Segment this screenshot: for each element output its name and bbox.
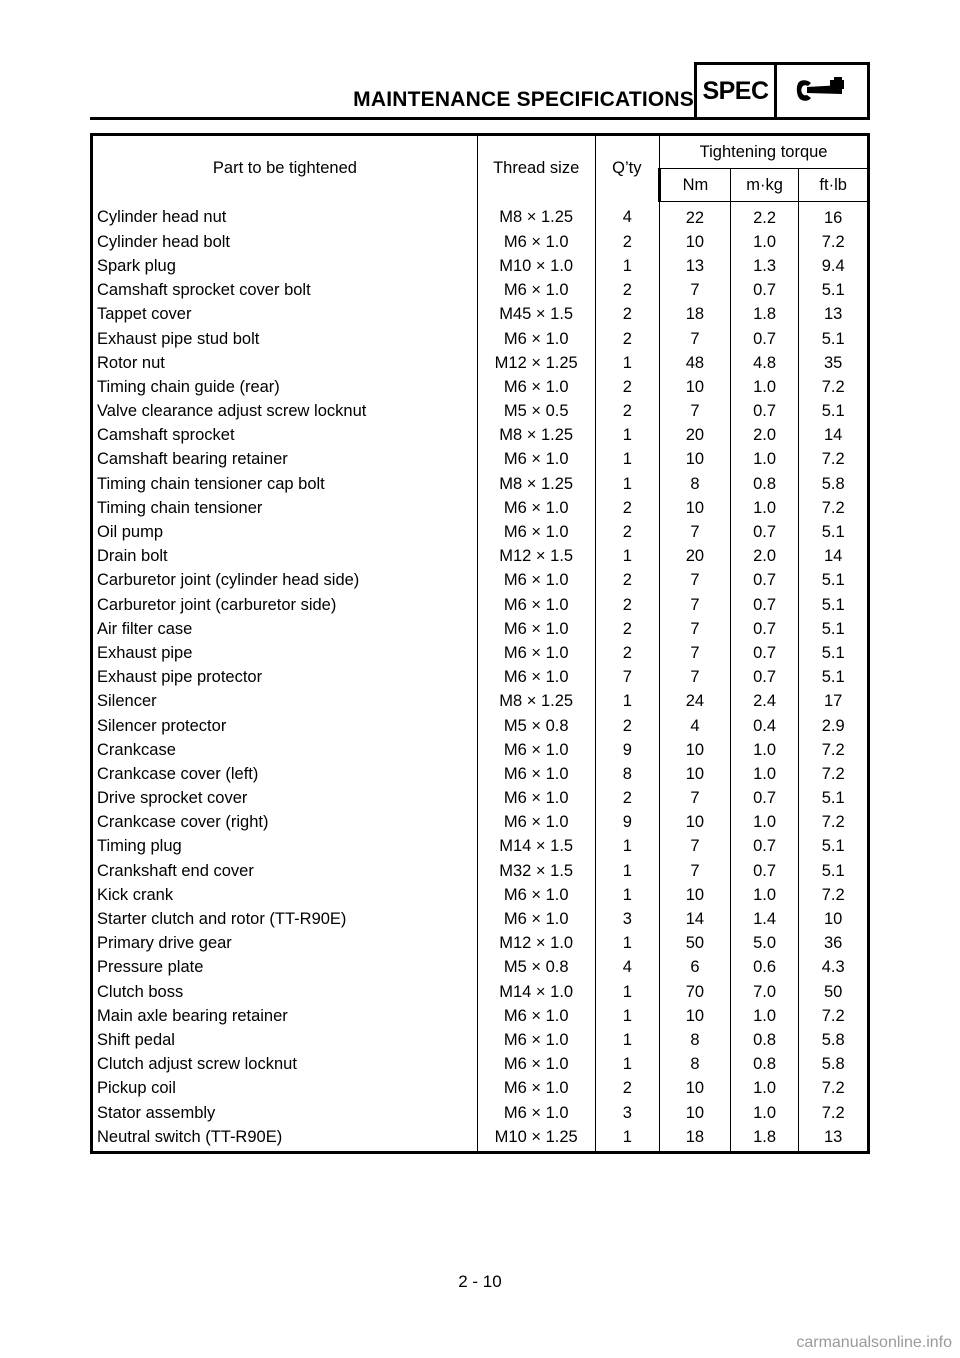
cell-thread: M8 × 1.25: [477, 472, 595, 496]
cell-qty: 2: [595, 230, 660, 254]
cell-mkg: 0.7: [730, 327, 799, 351]
cell-ftlb: 16: [799, 202, 869, 231]
cell-qty: 1: [595, 835, 660, 859]
cell-part: Tappet cover: [92, 303, 478, 327]
cell-qty: 2: [595, 641, 660, 665]
cell-mkg: 5.0: [730, 932, 799, 956]
cell-ftlb: 2.9: [799, 714, 869, 738]
table-row: [92, 424, 869, 448]
table-row: [92, 1028, 869, 1052]
cell-qty: 1: [595, 351, 660, 375]
table-row: [92, 956, 869, 980]
cell-mkg: 0.7: [730, 666, 799, 690]
cell-ftlb: 7.2: [799, 375, 869, 399]
cell-part: Carburetor joint (carburetor side): [92, 593, 478, 617]
cell-nm: 10: [660, 762, 731, 786]
spec-icon-cell: [777, 65, 867, 117]
cell-qty: 3: [595, 907, 660, 931]
cell-qty: 1: [595, 883, 660, 907]
torque-spec-table: [90, 133, 870, 1154]
cell-nm: 70: [660, 980, 731, 1004]
cell-nm: 10: [660, 811, 731, 835]
cell-mkg: 0.8: [730, 1028, 799, 1052]
cell-part: Crankshaft end cover: [92, 859, 478, 883]
cell-mkg: 1.0: [730, 762, 799, 786]
table-row: [92, 545, 869, 569]
cell-nm: 10: [660, 496, 731, 520]
cell-nm: 10: [660, 230, 731, 254]
cell-mkg: 1.0: [730, 738, 799, 762]
cell-ftlb: 5.1: [799, 327, 869, 351]
cell-mkg: 1.0: [730, 1077, 799, 1101]
table-row: [92, 1053, 869, 1077]
cell-nm: 7: [660, 787, 731, 811]
cell-ftlb: 5.8: [799, 1053, 869, 1077]
cell-mkg: 2.0: [730, 424, 799, 448]
cell-thread: M6 × 1.0: [477, 1101, 595, 1125]
table-row: [92, 835, 869, 859]
cell-thread: M6 × 1.0: [477, 883, 595, 907]
cell-ftlb: 14: [799, 545, 869, 569]
cell-qty: 1: [595, 980, 660, 1004]
cell-qty: 1: [595, 690, 660, 714]
cell-qty: 2: [595, 1077, 660, 1101]
table-row: [92, 762, 869, 786]
cell-part: Cylinder head nut: [92, 202, 478, 231]
table-row: [92, 230, 869, 254]
cell-qty: 4: [595, 956, 660, 980]
cell-qty: 1: [595, 424, 660, 448]
cell-mkg: 0.7: [730, 569, 799, 593]
cell-thread: M10 × 1.25: [477, 1125, 595, 1153]
table-row: [92, 859, 869, 883]
cell-thread: M14 × 1.0: [477, 980, 595, 1004]
cell-mkg: 0.7: [730, 617, 799, 641]
cell-part: Camshaft sprocket: [92, 424, 478, 448]
table-row: [92, 327, 869, 351]
cell-nm: 7: [660, 593, 731, 617]
cell-mkg: 0.8: [730, 472, 799, 496]
cell-thread: M6 × 1.0: [477, 1053, 595, 1077]
cell-nm: 7: [660, 520, 731, 544]
table-row: [92, 787, 869, 811]
cell-thread: M5 × 0.8: [477, 714, 595, 738]
cell-part: Air filter case: [92, 617, 478, 641]
cell-nm: 14: [660, 907, 731, 931]
table-row: [92, 254, 869, 278]
cell-qty: 2: [595, 787, 660, 811]
cell-mkg: 1.4: [730, 907, 799, 931]
cell-mkg: 0.7: [730, 593, 799, 617]
cell-part: Silencer protector: [92, 714, 478, 738]
table-row: [92, 375, 869, 399]
table-row: [92, 1101, 869, 1125]
cell-thread: M6 × 1.0: [477, 762, 595, 786]
cell-part: Cylinder head bolt: [92, 230, 478, 254]
cell-part: Carburetor joint (cylinder head side): [92, 569, 478, 593]
cell-thread: M8 × 1.25: [477, 690, 595, 714]
cell-qty: 1: [595, 254, 660, 278]
table-row: [92, 279, 869, 303]
table-row: [92, 448, 869, 472]
cell-part: Timing chain guide (rear): [92, 375, 478, 399]
cell-thread: M6 × 1.0: [477, 230, 595, 254]
table-row: [92, 202, 869, 231]
table-row: [92, 907, 869, 931]
cell-ftlb: 5.1: [799, 569, 869, 593]
cell-qty: 7: [595, 666, 660, 690]
cell-part: Shift pedal: [92, 1028, 478, 1052]
cell-nm: 7: [660, 641, 731, 665]
cell-thread: M5 × 0.8: [477, 956, 595, 980]
table-row: [92, 1004, 869, 1028]
cell-thread: M6 × 1.0: [477, 327, 595, 351]
table-row: [92, 496, 869, 520]
cell-thread: M8 × 1.25: [477, 424, 595, 448]
cell-qty: 1: [595, 448, 660, 472]
col-header-part: Part to be tightened: [92, 135, 478, 202]
cell-thread: M6 × 1.0: [477, 811, 595, 835]
cell-mkg: 0.6: [730, 956, 799, 980]
cell-ftlb: 7.2: [799, 811, 869, 835]
cell-nm: 8: [660, 1053, 731, 1077]
wrench-icon: [790, 75, 854, 107]
cell-ftlb: 13: [799, 1125, 869, 1153]
cell-mkg: 1.0: [730, 1004, 799, 1028]
col-header-ftlb: ft·lb: [799, 169, 869, 202]
cell-thread: M12 × 1.0: [477, 932, 595, 956]
cell-mkg: 0.8: [730, 1053, 799, 1077]
cell-qty: 2: [595, 593, 660, 617]
cell-ftlb: 7.2: [799, 883, 869, 907]
cell-nm: 8: [660, 1028, 731, 1052]
cell-mkg: 1.0: [730, 811, 799, 835]
cell-qty: 8: [595, 762, 660, 786]
table-row: [92, 400, 869, 424]
cell-nm: 10: [660, 448, 731, 472]
cell-thread: M5 × 0.5: [477, 400, 595, 424]
table-row: [92, 593, 869, 617]
cell-mkg: 0.7: [730, 787, 799, 811]
cell-nm: 24: [660, 690, 731, 714]
cell-ftlb: 5.1: [799, 666, 869, 690]
cell-nm: 7: [660, 835, 731, 859]
table-body: [92, 202, 869, 1153]
cell-qty: 2: [595, 303, 660, 327]
cell-part: Exhaust pipe: [92, 641, 478, 665]
cell-mkg: 2.4: [730, 690, 799, 714]
cell-nm: 6: [660, 956, 731, 980]
cell-qty: 1: [595, 1053, 660, 1077]
cell-nm: 10: [660, 1077, 731, 1101]
cell-ftlb: 7.2: [799, 230, 869, 254]
cell-mkg: 0.7: [730, 859, 799, 883]
cell-part: Stator assembly: [92, 1101, 478, 1125]
table-row: [92, 351, 869, 375]
cell-mkg: 4.8: [730, 351, 799, 375]
cell-qty: 1: [595, 545, 660, 569]
spec-badge: [694, 62, 870, 120]
cell-ftlb: 10: [799, 907, 869, 931]
cell-thread: M14 × 1.5: [477, 835, 595, 859]
cell-mkg: 0.7: [730, 520, 799, 544]
cell-part: Timing plug: [92, 835, 478, 859]
cell-thread: M6 × 1.0: [477, 666, 595, 690]
table-row: [92, 690, 869, 714]
cell-qty: 9: [595, 811, 660, 835]
cell-nm: 7: [660, 400, 731, 424]
cell-nm: 10: [660, 883, 731, 907]
cell-ftlb: 5.8: [799, 472, 869, 496]
cell-ftlb: 36: [799, 932, 869, 956]
cell-nm: 10: [660, 1101, 731, 1125]
cell-thread: M12 × 1.25: [477, 351, 595, 375]
cell-ftlb: 7.2: [799, 1004, 869, 1028]
cell-part: Drive sprocket cover: [92, 787, 478, 811]
table-row: [92, 738, 869, 762]
cell-part: Timing chain tensioner: [92, 496, 478, 520]
cell-nm: 50: [660, 932, 731, 956]
cell-ftlb: 35: [799, 351, 869, 375]
cell-part: Crankcase cover (right): [92, 811, 478, 835]
cell-thread: M6 × 1.0: [477, 787, 595, 811]
cell-part: Silencer: [92, 690, 478, 714]
cell-thread: M6 × 1.0: [477, 448, 595, 472]
cell-mkg: 7.0: [730, 980, 799, 1004]
cell-ftlb: 7.2: [799, 762, 869, 786]
cell-qty: 2: [595, 279, 660, 303]
cell-nm: 7: [660, 569, 731, 593]
table-row: [92, 883, 869, 907]
cell-thread: M6 × 1.0: [477, 1004, 595, 1028]
cell-ftlb: 5.1: [799, 520, 869, 544]
cell-mkg: 1.8: [730, 1125, 799, 1153]
cell-part: Valve clearance adjust screw locknut: [92, 400, 478, 424]
cell-mkg: 0.7: [730, 400, 799, 424]
cell-thread: M6 × 1.0: [477, 1077, 595, 1101]
cell-ftlb: 4.3: [799, 956, 869, 980]
cell-qty: 2: [595, 714, 660, 738]
cell-nm: 18: [660, 1125, 731, 1153]
cell-qty: 2: [595, 617, 660, 641]
table-row: [92, 520, 869, 544]
cell-mkg: 1.0: [730, 448, 799, 472]
table-row: [92, 617, 869, 641]
cell-part: Camshaft bearing retainer: [92, 448, 478, 472]
cell-thread: M6 × 1.0: [477, 520, 595, 544]
cell-ftlb: 5.1: [799, 593, 869, 617]
cell-nm: 13: [660, 254, 731, 278]
cell-thread: M6 × 1.0: [477, 593, 595, 617]
cell-part: Main axle bearing retainer: [92, 1004, 478, 1028]
cell-ftlb: 5.8: [799, 1028, 869, 1052]
col-header-nm: Nm: [660, 169, 731, 202]
page-header: [90, 62, 870, 122]
cell-nm: 20: [660, 545, 731, 569]
cell-nm: 7: [660, 279, 731, 303]
cell-part: Clutch boss: [92, 980, 478, 1004]
watermark: carmanualsonline.info: [796, 1334, 952, 1351]
cell-qty: 2: [595, 496, 660, 520]
cell-part: Exhaust pipe stud bolt: [92, 327, 478, 351]
cell-thread: M6 × 1.0: [477, 617, 595, 641]
cell-thread: M6 × 1.0: [477, 738, 595, 762]
cell-part: Timing chain tensioner cap bolt: [92, 472, 478, 496]
cell-mkg: 2.0: [730, 545, 799, 569]
cell-nm: 18: [660, 303, 731, 327]
col-header-qty: Q’ty: [595, 135, 660, 202]
table-row: [92, 472, 869, 496]
cell-qty: 1: [595, 1004, 660, 1028]
cell-ftlb: 5.1: [799, 400, 869, 424]
cell-part: Crankcase cover (left): [92, 762, 478, 786]
cell-mkg: 1.0: [730, 230, 799, 254]
cell-ftlb: 5.1: [799, 617, 869, 641]
cell-part: Rotor nut: [92, 351, 478, 375]
cell-mkg: 1.0: [730, 375, 799, 399]
cell-nm: 4: [660, 714, 731, 738]
table-row: [92, 569, 869, 593]
cell-thread: M6 × 1.0: [477, 375, 595, 399]
cell-thread: M10 × 1.0: [477, 254, 595, 278]
cell-thread: M6 × 1.0: [477, 279, 595, 303]
cell-part: Drain bolt: [92, 545, 478, 569]
cell-mkg: 0.7: [730, 835, 799, 859]
cell-part: Starter clutch and rotor (TT-R90E): [92, 907, 478, 931]
cell-qty: 2: [595, 520, 660, 544]
cell-part: Camshaft sprocket cover bolt: [92, 279, 478, 303]
cell-mkg: 0.7: [730, 279, 799, 303]
cell-ftlb: 17: [799, 690, 869, 714]
cell-ftlb: 7.2: [799, 738, 869, 762]
cell-qty: 1: [595, 1028, 660, 1052]
cell-nm: 10: [660, 738, 731, 762]
cell-part: Kick crank: [92, 883, 478, 907]
cell-qty: 1: [595, 859, 660, 883]
cell-nm: 7: [660, 666, 731, 690]
cell-qty: 2: [595, 375, 660, 399]
cell-qty: 9: [595, 738, 660, 762]
cell-mkg: 0.7: [730, 641, 799, 665]
cell-thread: M8 × 1.25: [477, 202, 595, 231]
cell-thread: M6 × 1.0: [477, 641, 595, 665]
cell-part: Neutral switch (TT-R90E): [92, 1125, 478, 1153]
cell-nm: 10: [660, 375, 731, 399]
cell-ftlb: 7.2: [799, 1101, 869, 1125]
cell-nm: 8: [660, 472, 731, 496]
table-row: [92, 932, 869, 956]
cell-mkg: 1.0: [730, 496, 799, 520]
cell-nm: 7: [660, 617, 731, 641]
table-row: [92, 1077, 869, 1101]
cell-part: Crankcase: [92, 738, 478, 762]
cell-part: Pickup coil: [92, 1077, 478, 1101]
cell-thread: M12 × 1.5: [477, 545, 595, 569]
cell-qty: 1: [595, 1125, 660, 1153]
cell-mkg: 1.0: [730, 1101, 799, 1125]
cell-ftlb: 5.1: [799, 787, 869, 811]
cell-part: Oil pump: [92, 520, 478, 544]
cell-ftlb: 14: [799, 424, 869, 448]
cell-thread: M6 × 1.0: [477, 1028, 595, 1052]
cell-thread: M6 × 1.0: [477, 907, 595, 931]
col-header-mkg: m·kg: [730, 169, 799, 202]
cell-part: Spark plug: [92, 254, 478, 278]
cell-qty: 2: [595, 400, 660, 424]
spec-label: SPEC: [697, 65, 777, 117]
cell-ftlb: 7.2: [799, 448, 869, 472]
cell-nm: 10: [660, 1004, 731, 1028]
table-row: [92, 811, 869, 835]
cell-qty: 2: [595, 569, 660, 593]
cell-ftlb: 5.1: [799, 279, 869, 303]
table-row: [92, 1125, 869, 1153]
cell-nm: 22: [660, 202, 731, 231]
cell-qty: 4: [595, 202, 660, 231]
cell-thread: M6 × 1.0: [477, 496, 595, 520]
cell-ftlb: 5.1: [799, 835, 869, 859]
cell-nm: 7: [660, 327, 731, 351]
cell-ftlb: 7.2: [799, 496, 869, 520]
col-header-torque: Tightening torque: [660, 135, 869, 169]
col-header-thread: Thread size: [477, 135, 595, 202]
cell-ftlb: 9.4: [799, 254, 869, 278]
cell-nm: 48: [660, 351, 731, 375]
cell-part: Clutch adjust screw locknut: [92, 1053, 478, 1077]
cell-ftlb: 13: [799, 303, 869, 327]
cell-part: Exhaust pipe protector: [92, 666, 478, 690]
cell-ftlb: 50: [799, 980, 869, 1004]
cell-mkg: 2.2: [730, 202, 799, 231]
page-title: MAINTENANCE SPECIFICATIONS: [353, 88, 694, 111]
header-rule: [90, 117, 694, 120]
table-row: [92, 303, 869, 327]
table-row: [92, 714, 869, 738]
cell-qty: 3: [595, 1101, 660, 1125]
cell-thread: M32 × 1.5: [477, 859, 595, 883]
cell-nm: 7: [660, 859, 731, 883]
cell-ftlb: 5.1: [799, 641, 869, 665]
cell-mkg: 1.3: [730, 254, 799, 278]
cell-mkg: 1.8: [730, 303, 799, 327]
cell-ftlb: 5.1: [799, 859, 869, 883]
cell-thread: M45 × 1.5: [477, 303, 595, 327]
cell-mkg: 1.0: [730, 883, 799, 907]
cell-qty: 1: [595, 472, 660, 496]
cell-part: Pressure plate: [92, 956, 478, 980]
cell-nm: 20: [660, 424, 731, 448]
cell-ftlb: 7.2: [799, 1077, 869, 1101]
page-number: 2 - 10: [458, 1272, 502, 1291]
cell-mkg: 0.4: [730, 714, 799, 738]
cell-part: Primary drive gear: [92, 932, 478, 956]
cell-thread: M6 × 1.0: [477, 569, 595, 593]
table-row: [92, 980, 869, 1004]
table-row: [92, 666, 869, 690]
cell-qty: 2: [595, 327, 660, 351]
table-row: [92, 641, 869, 665]
cell-qty: 1: [595, 932, 660, 956]
